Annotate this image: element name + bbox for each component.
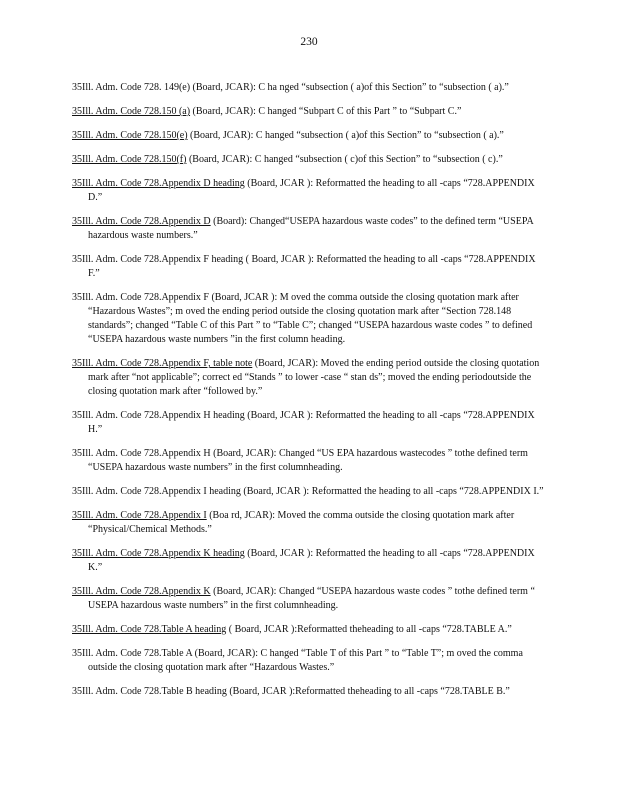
entry-text: (Board, JCAR): C hanged “subsection ( a)of this Section” to “subsection ( a).” [187, 130, 504, 141]
entry-citation: 35Ill. Adm. Code 728.Appendix D [72, 216, 211, 227]
entry [72, 409, 546, 437]
entry [72, 447, 546, 475]
entry-text: (Board, JCAR): C hanged “Subpart C of this Part ” to “Subpart C.” [190, 106, 462, 117]
entry [72, 291, 546, 347]
entry-text: (Board, JCAR): Moved the ending period outside the closing quotation mark after “not applicable”; correct ed “Stands ” to lower -case “ stan ds”; moved the ending periodoutside the closing quotation mark after “followed by.” [88, 358, 540, 397]
entry-text: (Board, JCAR ): Reformatted the heading to all -caps “728.APPENDIX K.” [88, 548, 535, 573]
entry-text: ( Board, JCAR ): Reformatted the heading to all -caps “728.APPENDIX F.” [88, 254, 536, 279]
entry-text: (Board): Changed“USEPA hazardous waste codes” to the defined term “USEPA hazardous waste numbers.” [88, 216, 534, 241]
entry-text: (Board, JCAR ): Reformatted the heading to all -caps “728.APPENDIX I.” [240, 486, 544, 497]
entry-citation: 35Ill. Adm. Code 728.Appendix I [72, 510, 207, 521]
entry-citation: 35Ill. Adm. Code 728.Appendix H heading [72, 410, 245, 421]
entry-citation: 35Ill. Adm. Code 728.Table B heading [72, 686, 227, 697]
entry [72, 685, 546, 699]
entry [72, 585, 546, 613]
entry-citation: 35Ill. Adm. Code 728.150 (a) [72, 106, 191, 117]
entry-citation: 35Ill. Adm. Code 728.150(f) [72, 154, 187, 165]
entry-citation: 35Ill. Adm. Code 728.150(e) [72, 130, 188, 141]
entry [72, 81, 546, 95]
entry-citation: 35Ill. Adm. Code 728.Appendix F heading [72, 254, 244, 265]
entry-citation: 35Ill. Adm. Code 728.Table A [72, 648, 193, 659]
entry [72, 647, 546, 675]
entry-text: (Board, JCAR ):Reformatted theheading to all -caps “728.TABLE B.” [226, 686, 510, 697]
entry-citation: 35Ill. Adm. Code 728.Appendix F [72, 292, 209, 303]
entry-text: (Board, JCAR): Changed “US EPA hazardous wastecodes ” tothe defined term “USEPA hazardous waste numbers” in the first columnheading. [88, 448, 528, 473]
entry-text: (Board, JCAR): C hanged “Table T of this Part ” to “Table T”; m oved the comma outside the closing quotation mark after “Hazardous Wastes.” [88, 648, 523, 673]
entry-text: (Board, JCAR): C ha nged “subsection ( a)of this Section” to “subsection ( a).” [190, 82, 509, 93]
entry-citation: 35Ill. Adm. Code 728.Appendix F, table note [72, 358, 253, 369]
entry [72, 253, 546, 281]
entry-citation: 35Ill. Adm. Code 728.Appendix D heading [72, 178, 245, 189]
entry-citation: 35Ill. Adm. Code 728.Appendix K heading [72, 548, 245, 559]
entry-citation: 35Ill. Adm. Code 728.Appendix I heading [72, 486, 241, 497]
entry-text: (Board, JCAR ): Reformatted the heading to all -caps “728.APPENDIX D.” [88, 178, 535, 203]
entry-text: (Board, JCAR ): Reformatted the heading to all -caps “728.APPENDIX H.” [88, 410, 535, 435]
entry [72, 547, 546, 575]
entry [72, 623, 546, 637]
entry-text: ( Board, JCAR ):Reformatted theheading to all -caps “728.TABLE A.” [226, 624, 512, 635]
entry-text: (Board, JCAR ): M oved the comma outside the closing quotation mark after “Hazardous Wastes”; m oved the ending period outside the closing quotation mark after “Section 728.148 standards”; changed “Table C of this Part ” to “Table C”; changed “USEPA hazardous waste codes ” to defined “USEPA hazardous waste numbers ”in the first column heading. [88, 292, 533, 345]
entry-text: (Board, JCAR): C hanged “subsection ( c)of this Section” to “subsection ( c).” [186, 154, 503, 165]
entry [72, 129, 546, 143]
entry-citation: 35Ill. Adm. Code 728.Table A heading [72, 624, 227, 635]
entry-text: (Boa rd, JCAR): Moved the comma outside the closing quotation mark after “Physical/Chemical Methods.” [88, 510, 515, 535]
entry [72, 215, 546, 243]
entry [72, 357, 546, 399]
entry-citation: 35Ill. Adm. Code 728. 149(e) [72, 82, 191, 93]
entry-list [72, 71, 546, 705]
entry [72, 485, 546, 499]
entry [72, 105, 546, 119]
entry [72, 177, 546, 205]
entry-citation: 35Ill. Adm. Code 728.Appendix H [72, 448, 211, 459]
page-number: 230 [300, 36, 318, 48]
entry-citation: 35Ill. Adm. Code 728.Appendix K [72, 586, 211, 597]
entry [72, 509, 546, 537]
entry-text: (Board, JCAR): Changed “USEPA hazardous waste codes ” tothe defined term “ USEPA hazardous waste numbers” in the first columnheading. [88, 586, 535, 611]
entry [72, 153, 546, 167]
